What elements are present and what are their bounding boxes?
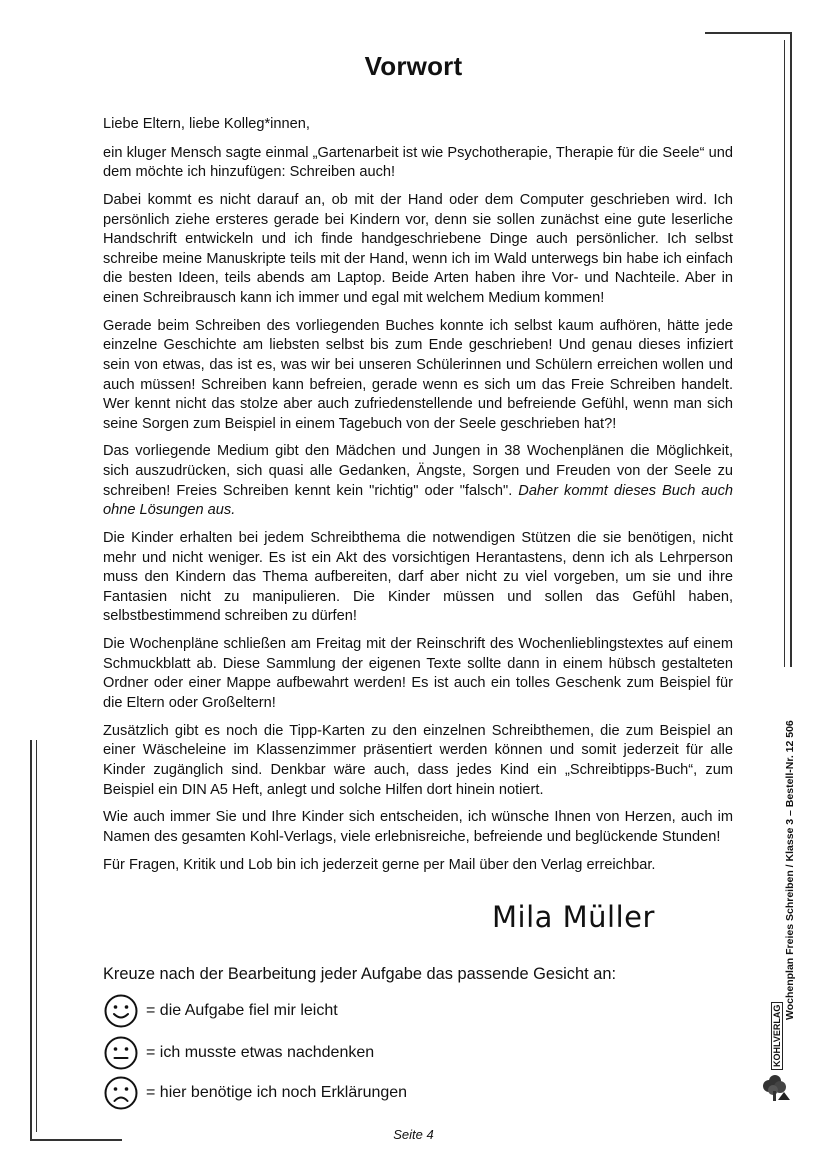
- smiley-happy-icon: [104, 994, 138, 1028]
- legend-instruction: Kreuze nach der Bearbeitung jeder Aufgabe das passende Gesicht an:: [103, 965, 617, 983]
- paragraph-5-italic: Daher kommt dieses Buch auch ohne Lösungen aus.: [103, 482, 733, 519]
- frame-line-top: [705, 32, 791, 34]
- paragraph-5-main: Das vorliegende Medium gibt den Mädchen und Jungen in 38 Wochenplänen die Möglichkeit, sich auszudrücken, sich quasi alle Gedanken, Ängste, Sorgen und Freuden von der Seele zu schreiben! Freies Schreiben kennt kein "richtig" oder "falsch".: [103, 443, 733, 499]
- legend-row-happy: [104, 994, 338, 1028]
- page-title: Vorwort: [364, 51, 463, 82]
- smiley-neutral-icon: [104, 1036, 138, 1070]
- paragraph-9: Wie auch immer Sie und Ihre Kinder sich entscheiden, ich wünsche Ihnen von Herzen, auch im Namen des gesamten Kohl-Verlags, viele erlebnisreiche, befreiende und beglückende Stunden!: [103, 809, 733, 845]
- frame-line-left-inner: [36, 740, 37, 1132]
- paragraph-5: [103, 442, 733, 520]
- frame-line-right-inner: [784, 40, 785, 667]
- publisher-tree-icon: [760, 1072, 792, 1104]
- frame-line-left-outer: [30, 740, 32, 1140]
- legend-label-happy: = die Aufgabe fiel mir leicht: [146, 1002, 338, 1019]
- paragraph-7: Die Wochenpläne schließen am Freitag mit der Reinschrift des Wochenlieblingstextes auf einem Schmuckblatt ab. Diese Sammlung der eigenen Texte sollte dann in einem hübsch gestalteten Ordner oder einer Mappe aufbewahrt werden! Es ist auch ein tolles Geschenk zum Beispiel für die Eltern oder Großeltern!: [103, 636, 733, 711]
- paragraph-3: Dabei kommt es nicht darauf an, ob mit der Hand oder dem Computer geschrieben wird. Ich persönlich ziehe ersteres gerade bei Kindern vor, denn sie sollen zunächst eine gute leserliche Handschrift entwickeln und ich finde handgeschriebene Dinge auch persönlicher. Ich selbst schreibe meine Manuskripte teils mit der Hand, wenn ich im Wald unterwegs bin habe ich einfach die besten Ideen, teils abends am Laptop. Beide Arten haben ihre Vor- und Nachteile. Aber in einen Schreibrausch kann ich immer und egal mit welchem Medium kommen!: [103, 191, 733, 306]
- paragraph-2: ein kluger Mensch sagte einmal „Gartenarbeit ist wie Psychotherapie, Therapie für die Seele“ und dem möchte ich hinzufügen: Schreiben auch!: [103, 144, 733, 181]
- smiley-sad-icon: [104, 1076, 138, 1110]
- paragraph-8: Zusätzlich gibt es noch die Tipp-Karten zu den einzelnen Schreibthemen, die zum Beispiel an einer Wäscheleine im Klassenzimmer präsentiert werden können und somit jederzeit für alle Kinder zugänglich sind. Denkbar wäre auch, dass jedes Kind ein „Schreibtipps-Buch“, zum Beispiel ein DIN A5 Heft, anlegt und solche Hilfen dort hinein notiert.: [103, 722, 733, 798]
- paragraph-6: Die Kinder erhalten bei jedem Schreibthema die notwendigen Stützen die sie benötigen, nicht mehr und nicht weniger. Es ist ein Akt des vorsichtigen Herantastens, denn ich als Lehrperson muss den Kindern das Thema aufbereiten, darf aber nicht zu viel vorgeben, um sie und ihre Fantasien nicht zu manipulieren. Die Kinder müssen und sollen das Gefühl haben, selbstbestimmend schreiben zu dürfen!: [103, 530, 733, 625]
- paragraph-salutation: Liebe Eltern, liebe Kolleg*innen,: [103, 116, 310, 132]
- publisher-logo-text: KOHLVERLAG: [771, 1002, 783, 1070]
- legend-label-neutral: = ich musste etwas nachdenken: [146, 1044, 375, 1061]
- foreword-text: [103, 115, 733, 883]
- page-number: Seite 4: [393, 1127, 434, 1142]
- paragraph-10: Für Fragen, Kritik und Lob bin ich jederzeit gerne per Mail über den Verlag erreichbar.: [103, 856, 656, 873]
- side-order-info: Wochenplan Freies Schreiben / Klasse 3 – Bestell-Nr. 12 506: [784, 720, 796, 1020]
- author-signature: Mila Müller: [492, 900, 655, 934]
- frame-line-right-outer: [790, 32, 792, 667]
- legend-row-sad: [104, 1076, 407, 1110]
- legend-label-sad: = hier benötige ich noch Erklärungen: [146, 1084, 408, 1101]
- paragraph-4: Gerade beim Schreiben des vorliegenden Buches konnte ich selbst kaum aufhören, hätte jede einzelne Geschichte am liebsten selbst bis zum Ende geschrieben! Und genau dieses infiziert sein von etwas, das ist es, was wir bei unseren Schülerinnen und Schülern erreichen wollen und auch müssen! Schreiben kann befreien, gerade wenn es sich um das Freie Schreiben handelt. Wer kennt nicht das stolze aber auch zufriedenstellende und befreiende Gefühl, wenn man sich seine Sorgen zum Beispiel in einem Tagebuch von der Seele geschrieben hat?!: [103, 317, 733, 432]
- legend-row-neutral: [104, 1036, 374, 1070]
